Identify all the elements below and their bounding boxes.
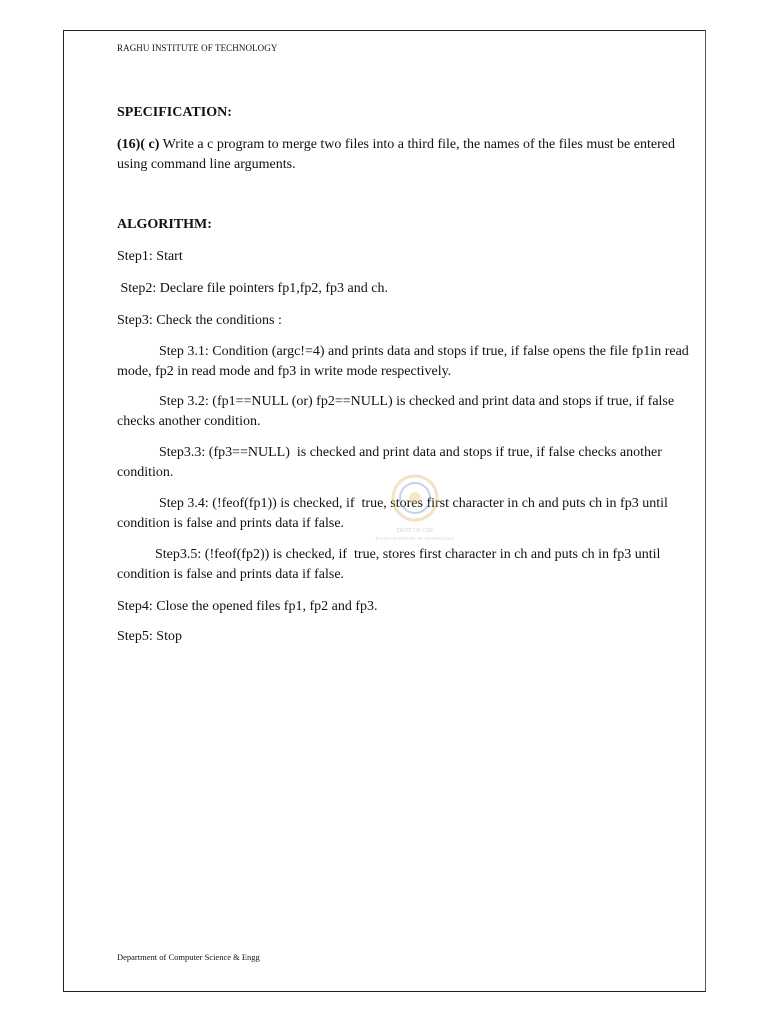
step-5: Step5: Stop <box>117 629 182 644</box>
specification-heading: SPECIFICATION: <box>117 105 232 120</box>
step-3-5: Step3.5: (!feof(fp2)) is checked, if true, stores first character in ch and puts ch in fp3 until condition is false and prints data if false. <box>117 547 664 582</box>
specification-text <box>117 135 692 175</box>
step-2: Step2: Declare file pointers fp1,fp2, fp3 and ch. <box>117 281 388 296</box>
page-header: RAGHU INSTITUTE OF TECHNOLOGY <box>117 43 278 53</box>
step-3-1: Step 3.1: Condition (argc!=4) and prints data and stops if true, if false opens the file fp1in read mode, fp2 in read mode and fp3 in write mode respectively. <box>117 344 689 379</box>
specification-number: (16)( c) <box>117 137 160 152</box>
page-footer: Department of Computer Science & Engg <box>117 952 260 962</box>
step-3-3: Step3.3: (fp3==NULL) is checked and print data and stops if true, if false checks another condition. <box>117 445 666 480</box>
watermark-line2: RAGHU INSTITUTE OF TECHNOLOGY <box>375 536 455 541</box>
step-1: Step1: Start <box>117 249 183 264</box>
specification-body: Write a c program to merge two files into a third file, the names of the files must be entered using command line arguments. <box>117 137 675 172</box>
step-3-2: Step 3.2: (fp1==NULL (or) fp2==NULL) is checked and print data and stops if true, if false checks another condition. <box>117 394 675 429</box>
step-3-4: Step 3.4: (!feof(fp1)) is checked, if true, stores first character in ch and puts ch in fp3 until condition is false and prints data if false. <box>117 496 672 531</box>
step-3: Step3: Check the conditions : <box>117 313 282 328</box>
algorithm-heading: ALGORITHM: <box>117 217 212 232</box>
watermark-line1: DEPT OF CSE <box>396 528 434 534</box>
step-4: Step4: Close the opened files fp1, fp2 and fp3. <box>117 599 378 614</box>
